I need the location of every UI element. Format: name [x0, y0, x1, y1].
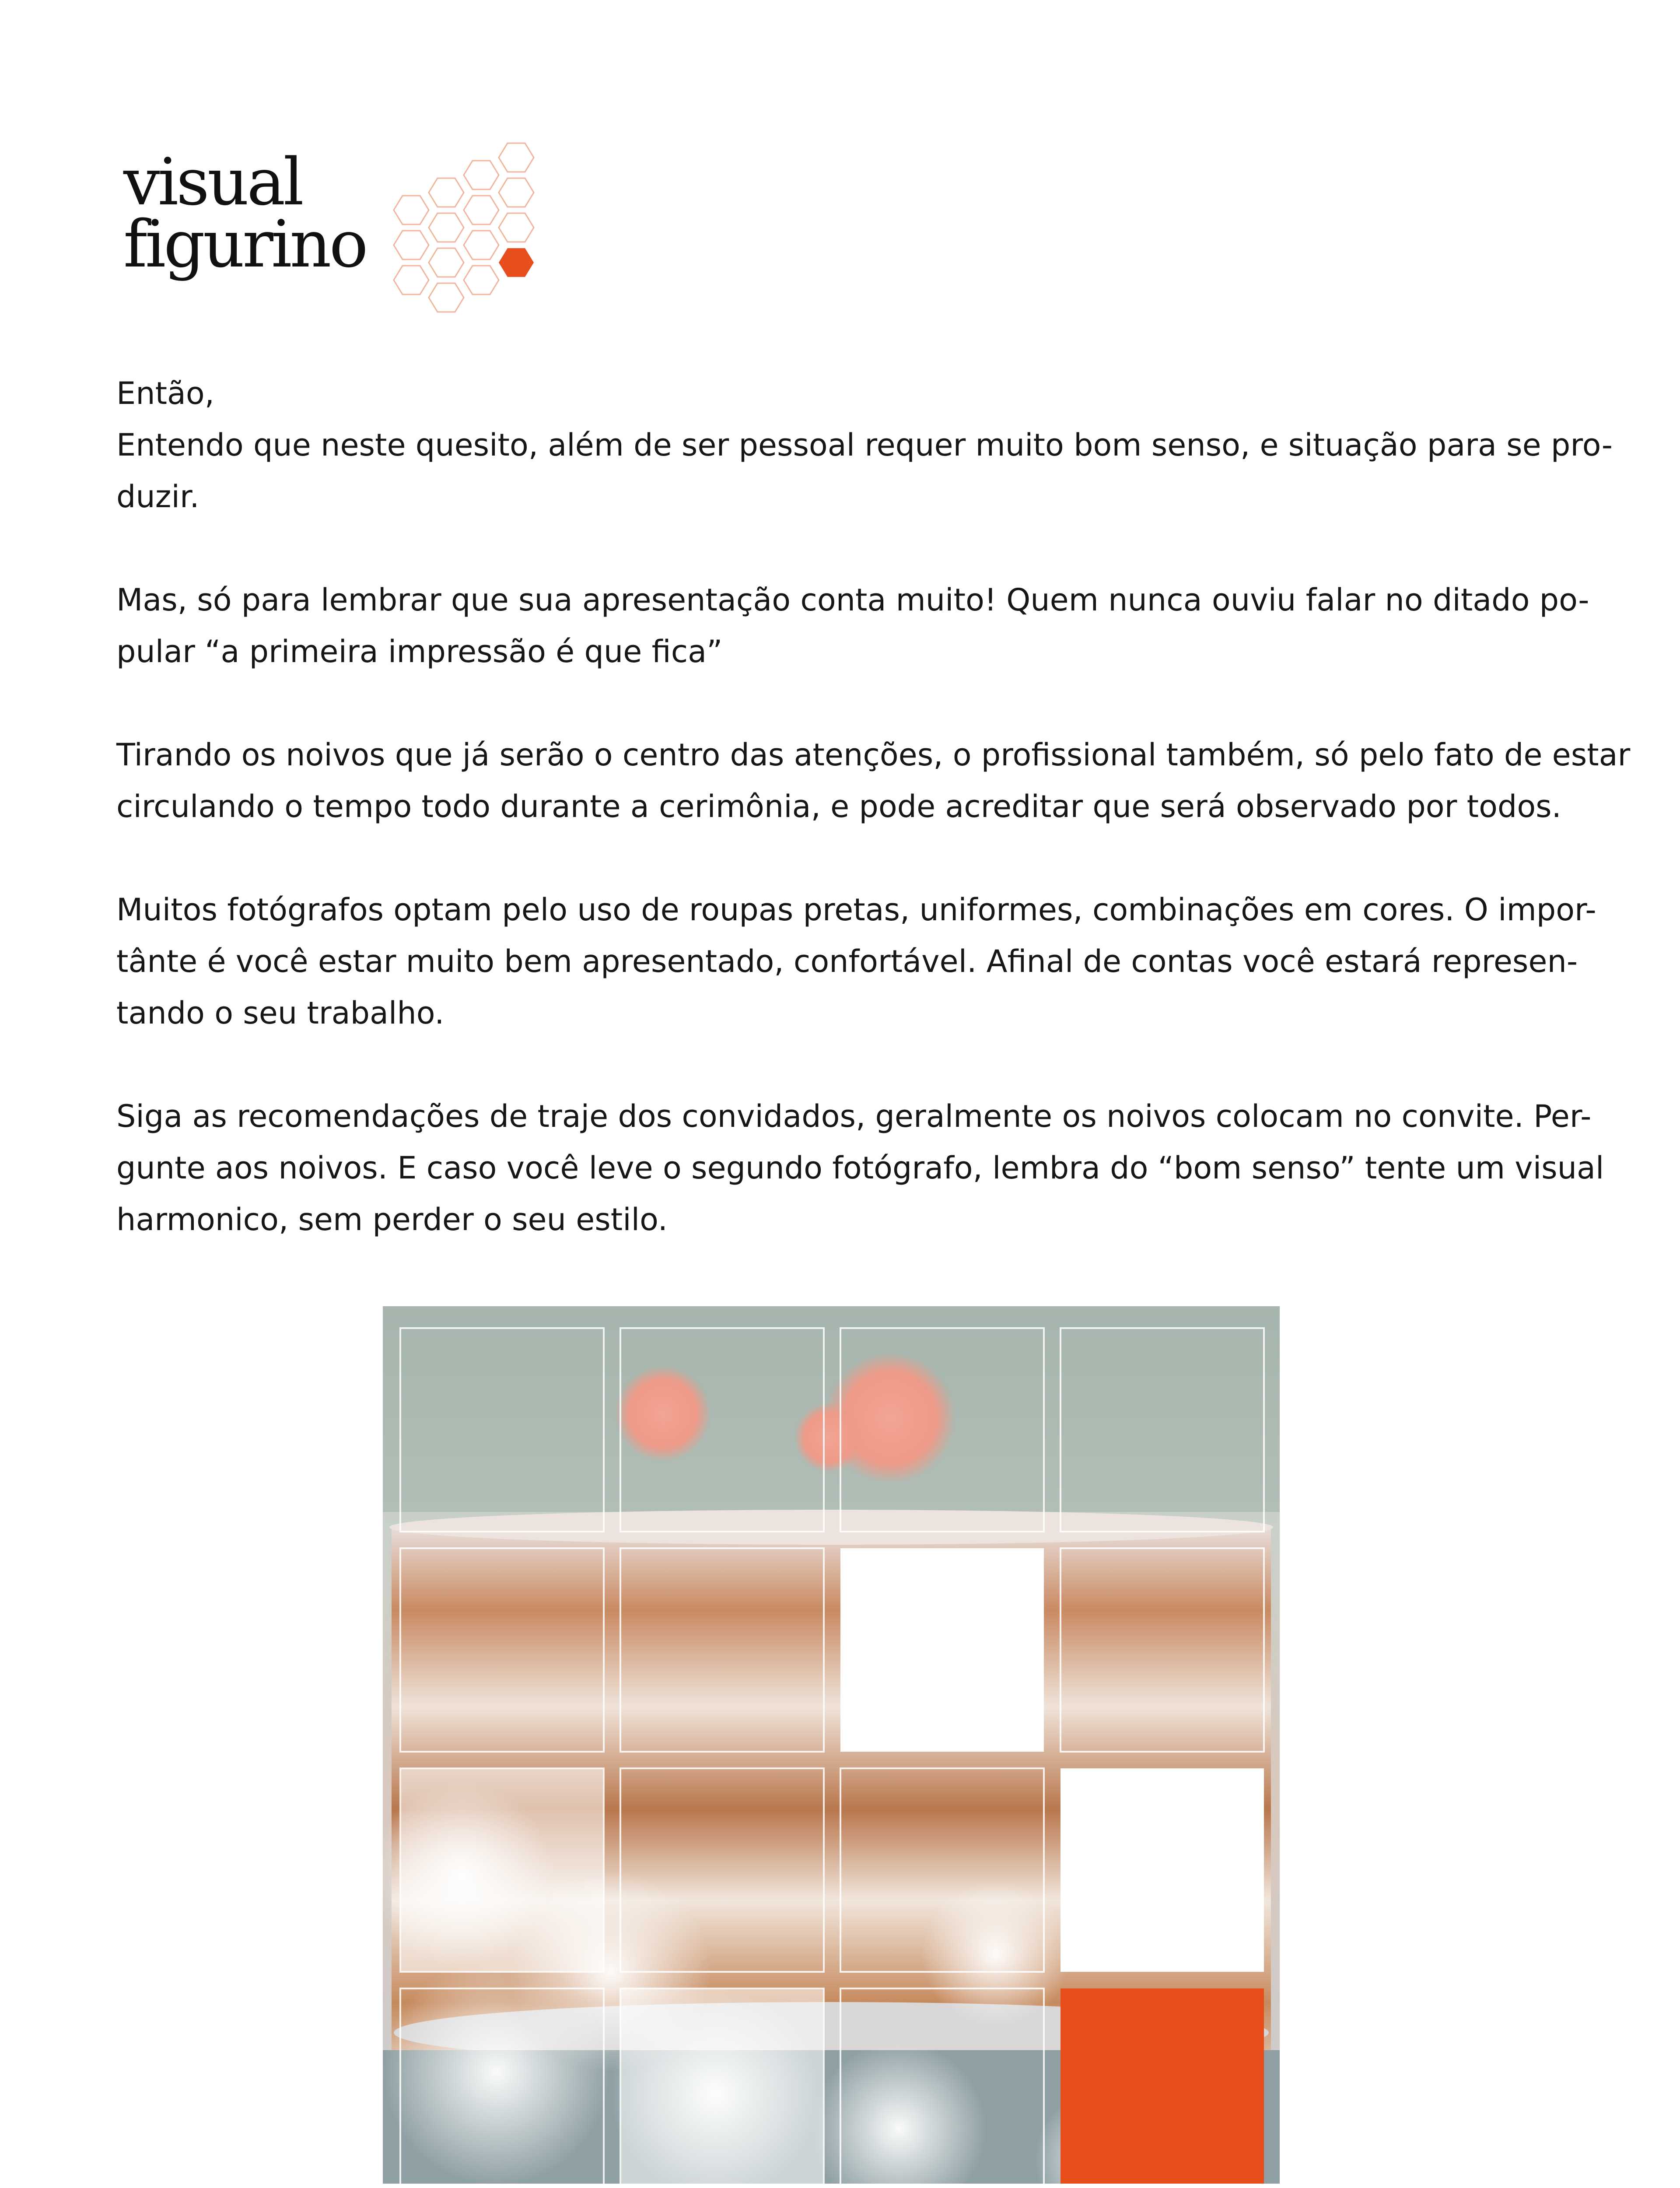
solid-tile	[1060, 1768, 1264, 1972]
cake-photo-grid	[383, 1306, 1280, 2184]
logo-word-figurino: figurino	[123, 207, 366, 282]
hexagon-outline	[429, 213, 464, 242]
blur-flower	[383, 1958, 610, 2184]
hexagon-outline	[499, 178, 534, 207]
frosted-tile	[620, 1988, 824, 2184]
hexagon-outline	[429, 283, 464, 312]
paragraph-dress-code	[116, 1090, 1604, 1245]
frosted-tile	[400, 1768, 604, 1972]
text-line: Muitos fotógrafos optam pelo uso de roupas pretas, uniformes, combinações em cores. O impor-	[116, 892, 1596, 928]
text-line: tânte é você estar muito bem apresentado, confortável. Afinal de contas você estará represen-	[116, 943, 1578, 979]
hexagon-outline	[394, 196, 429, 224]
hexagon-outline	[499, 213, 534, 242]
paragraph-first-impression	[116, 574, 1589, 677]
brand-logo	[123, 144, 366, 282]
hexagon-outline	[499, 143, 534, 172]
hexagon-outline	[429, 178, 464, 207]
hexagon-pattern-icon	[385, 131, 578, 333]
text-line: duzir.	[116, 479, 200, 515]
text-line: gunte aos noivos. E caso você leve o segundo fotógrafo, lembra do “bom senso” tente um visual	[116, 1150, 1604, 1186]
text-line: circulando o tempo todo durante a cerimônia, e pode acreditar que será observado por todos.	[116, 789, 1561, 824]
blur-flower	[921, 1879, 1070, 2028]
rose-flower	[794, 1403, 864, 1473]
hexagon-filled	[499, 248, 534, 277]
text-line: Entendo que neste quesito, além de ser pessoal requer muito bom senso, e situação para se pro-	[116, 427, 1613, 463]
logo-word-visual: visual	[123, 144, 302, 220]
paragraph-intro	[116, 368, 1613, 522]
text-line: pular “a primeira impressão é que fica”	[116, 634, 723, 670]
text-line: Siga as recomendações de traje dos convidados, geralmente os noivos colocam no convite. Per-	[116, 1098, 1592, 1134]
solid-tile	[840, 1548, 1044, 1752]
hexagon-outline	[394, 266, 429, 295]
text-line: harmonico, sem perder o seu estilo.	[116, 1202, 668, 1238]
hexagon-outline	[464, 161, 499, 189]
hexagon-outline	[464, 266, 499, 295]
hexagon-outline	[394, 231, 429, 259]
text-line: tando o seu trabalho.	[116, 995, 444, 1031]
solid-tile	[1060, 1988, 1264, 2184]
cake-top-edge	[389, 1510, 1273, 1545]
hexagon-outline	[464, 231, 499, 259]
hexagon-outline	[429, 248, 464, 277]
text-line: Mas, só para lembrar que sua apresentação conta muito! Quem nunca ouviu falar no ditado po-	[116, 582, 1589, 618]
hexagon-outline	[464, 196, 499, 224]
paragraph-professional	[116, 729, 1631, 832]
text-line: Então,	[116, 375, 215, 411]
rose-flower	[615, 1365, 711, 1462]
text-line: Tirando os noivos que já serão o centro das atenções, o profissional também, só pelo fato de estar	[116, 737, 1631, 773]
article-body	[116, 368, 1631, 1297]
paragraph-clothing	[116, 884, 1596, 1039]
